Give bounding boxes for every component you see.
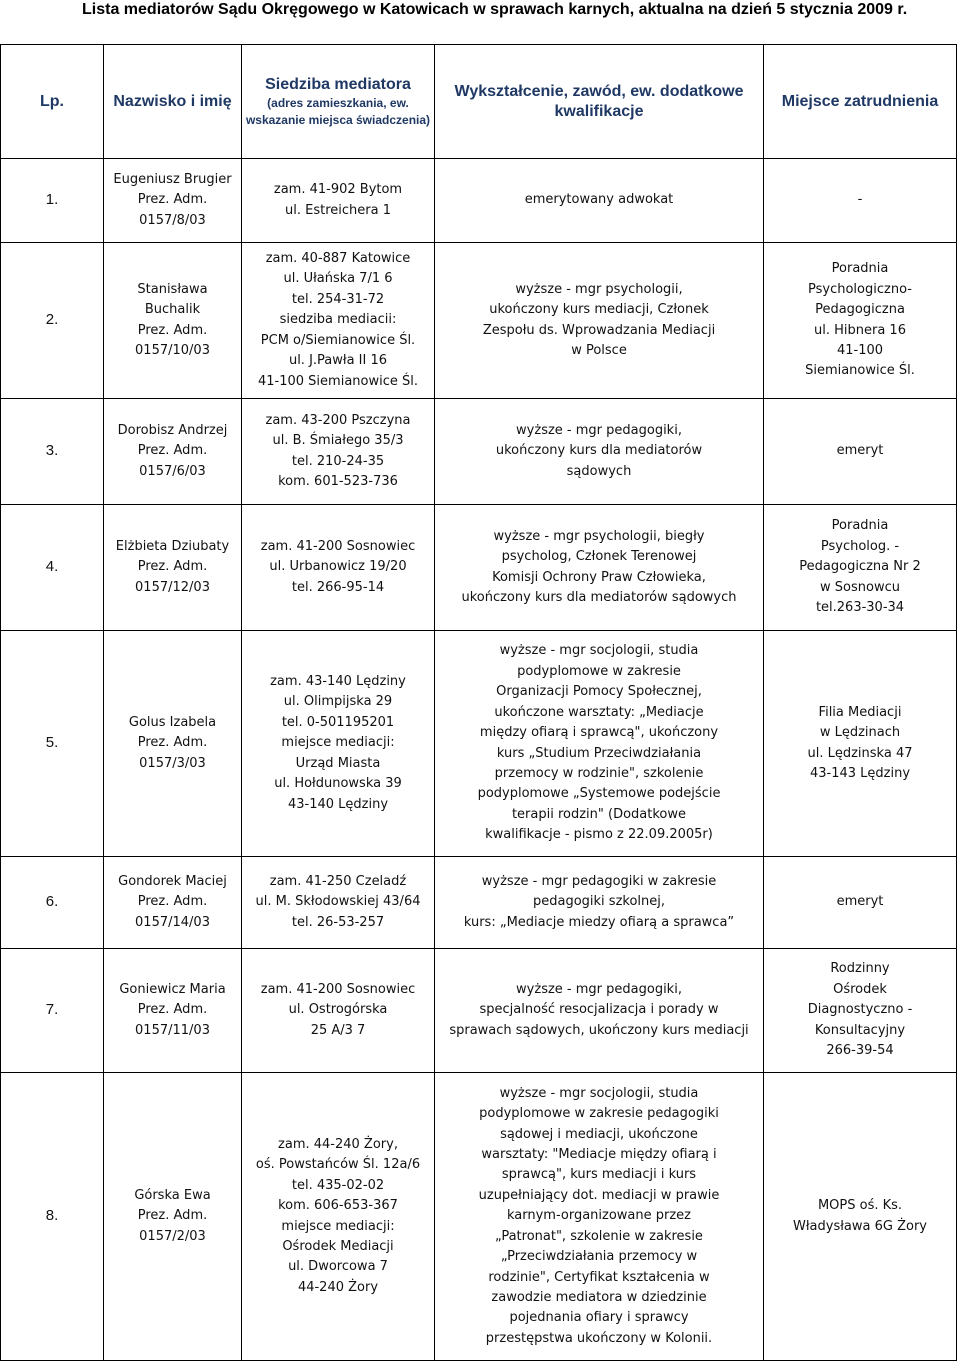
mediator-seat: zam. 44-240 Żory, oś. Powstańców Śl. 12a/6 tel. 435-02-02 kom. 606-653-367 miejsce mediacji: Ośrodek Mediacji ul. Dworcowa 7 44-240 Żory [242,1073,435,1361]
mediator-education: wyższe - mgr pedagogiki w zakresie pedagogiki szkolnej, kurs: „Mediacje miedzy ofiarą a sprawca” [435,857,764,949]
table-row [1,631,957,857]
header-workplace: Miejsce zatrudnienia [764,45,957,159]
mediator-name: Elżbieta Dziubaty Prez. Adm. 0157/12/03 [104,505,242,631]
mediator-workplace: emeryt [764,857,957,949]
mediator-workplace: MOPS oś. Ks. Władysława 6G Żory [764,1073,957,1361]
table-row [1,949,957,1073]
mediator-education: emerytowany adwokat [435,159,764,243]
mediator-seat: zam. 43-200 Pszczyna ul. B. Śmiałego 35/3 tel. 210-24-35 kom. 601-523-736 [242,399,435,505]
mediator-name: Gondorek Maciej Prez. Adm. 0157/14/03 [104,857,242,949]
mediator-education: wyższe - mgr pedagogiki, specjalność resocjalizacja i porady w sprawach sądowych, ukończony kurs mediacji [435,949,764,1073]
mediator-name: Eugeniusz Brugier Prez. Adm. 0157/8/03 [104,159,242,243]
mediator-workplace: Rodzinny Ośrodek Diagnostyczno - Konsultacyjny 266-39-54 [764,949,957,1073]
row-number: 4. [1,505,104,631]
mediator-workplace: Poradnia Psycholog. - Pedagogiczna Nr 2 w Sosnowcu tel.263-30-34 [764,505,957,631]
header-lp: Lp. [1,45,104,159]
mediator-seat: zam. 41-902 Bytom ul. Estreichera 1 [242,159,435,243]
mediator-seat: zam. 41-250 Czeladź ul. M. Skłodowskiej 43/64 tel. 26-53-257 [242,857,435,949]
document-title: Lista mediatorów Sądu Okręgowego w Katowicach w sprawach karnych, aktualna na dzień 5 stycznia 2009 r. [82,1,908,18]
mediator-seat: zam. 41-200 Sosnowiec ul. Ostrogórska 25 A/3 7 [242,949,435,1073]
mediator-name: Stanisława Buchalik Prez. Adm. 0157/10/03 [104,243,242,399]
table-row [1,857,957,949]
header-seat [242,45,435,159]
mediator-education: wyższe - mgr psychologii, ukończony kurs mediacji, Członek Zespołu ds. Wprowadzania Mediacji w Polsce [435,243,764,399]
mediator-workplace: Poradnia Psychologiczno- Pedagogiczna ul. Hibnera 16 41-100 Siemianowice Śl. [764,243,957,399]
table-row [1,243,957,399]
mediator-workplace: - [764,159,957,243]
mediator-seat: zam. 40-887 Katowice ul. Ułańska 7/1 6 tel. 254-31-72 siedziba mediacii: PCM o/Siemianowice Śl. ul. J.Pawła II 16 41-100 Siemianowice Śl. [242,243,435,399]
mediator-seat: zam. 41-200 Sosnowiec ul. Urbanowicz 19/20 tel. 266-95-14 [242,505,435,631]
row-number: 8. [1,1073,104,1361]
row-number: 2. [1,243,104,399]
mediator-workplace: emeryt [764,399,957,505]
header-seat-sub: (adres zamieszkania, ew. wskazanie miejsca świadczenia) [245,95,431,127]
mediator-education: wyższe - mgr psychologii, biegły psycholog, Członek Terenowej Komisji Ochrony Praw Człowieka, ukończony kurs dla mediatorów sądowych [435,505,764,631]
row-number: 7. [1,949,104,1073]
mediator-education: wyższe - mgr pedagogiki, ukończony kurs dla mediatorów sądowych [435,399,764,505]
table-row [1,399,957,505]
row-number: 6. [1,857,104,949]
header-education: Wykształcenie, zawód, ew. dodatkowe kwalifikacje [435,45,764,159]
mediator-workplace: Filia Mediacji w Lędzinach ul. Lędzinska 47 43-143 Lędziny [764,631,957,857]
row-number: 5. [1,631,104,857]
row-number: 3. [1,399,104,505]
mediator-name: Golus Izabela Prez. Adm. 0157/3/03 [104,631,242,857]
mediator-name: Dorobisz Andrzej Prez. Adm. 0157/6/03 [104,399,242,505]
mediator-name: Górska Ewa Prez. Adm. 0157/2/03 [104,1073,242,1361]
header-seat-main: Siedziba mediatora [265,75,411,93]
mediators-table [0,44,957,1361]
mediator-education: wyższe - mgr socjologii, studia podyplomowe w zakresie pedagogiki sądowej i mediacji, ukończone warsztaty: "Mediacje między ofiarą i sprawcą", kurs mediacji i kurs uzupełniający dot. mediacji w prawie karnym-organizowane przez „Patronat", szkolenie w zakresie „Przeciwdziałania przemocy w rodzinie", Certyfikat kształcenia w zawodzie mediatora w dziedzinie pojednania ofiary i sprawcy przestępstwa ukończony w Kolonii. [435,1073,764,1361]
table-row [1,159,957,243]
header-name: Nazwisko i imię [104,45,242,159]
mediator-seat: zam. 43-140 Lędziny ul. Olimpijska 29 tel. 0-501195201 miejsce mediacji: Urząd Miasta ul. Hołdunowska 39 43-140 Lędziny [242,631,435,857]
mediator-name: Goniewicz Maria Prez. Adm. 0157/11/03 [104,949,242,1073]
header-row [1,45,957,159]
row-number: 1. [1,159,104,243]
table-row [1,505,957,631]
table-row [1,1073,957,1361]
mediator-education: wyższe - mgr socjologii, studia podyplomowe w zakresie Organizacji Pomocy Społecznej, ukończone warsztaty: „Mediacje między ofiarą i sprawcą", ukończony kurs „Studium Przeciwdziałania przemocy w rodzinie", szkolenie podyplomowe „Systemowe podejście terapii rodzin" (Dodatkowe kwalifikacje - pismo z 22.09.2005r) [435,631,764,857]
